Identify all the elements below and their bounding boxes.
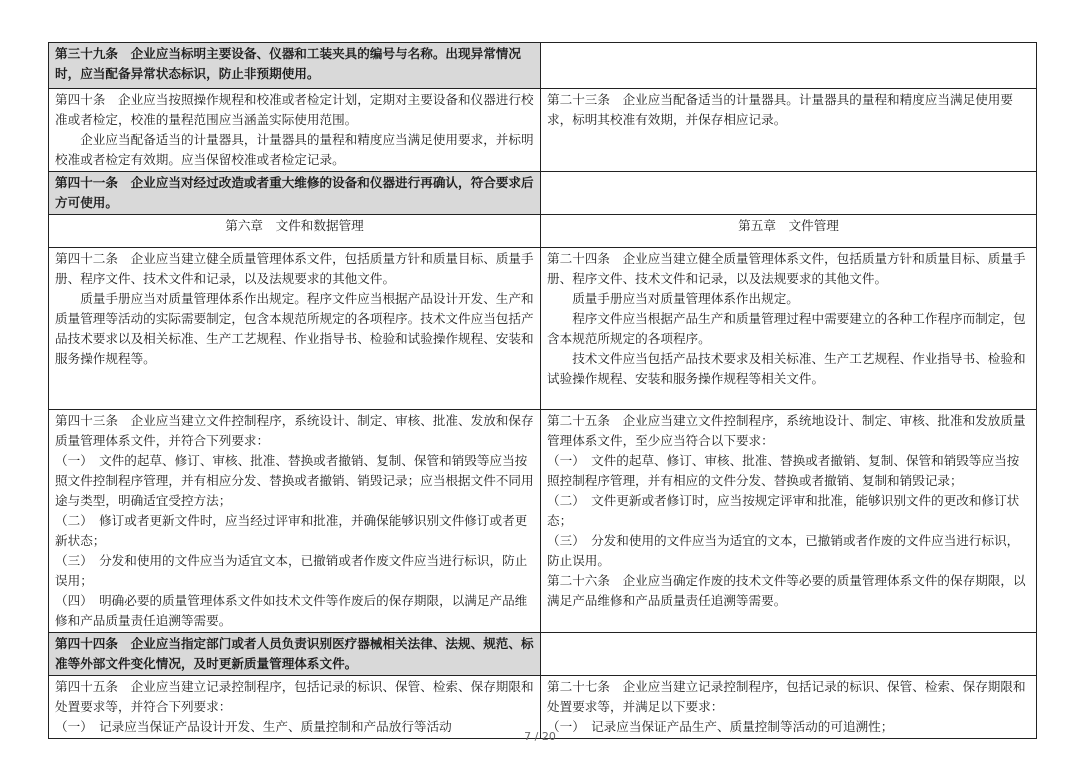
right-cell <box>541 248 1037 410</box>
clause-text: （一） 记录应当保证产品生产、质量控制等活动的可追溯性； <box>547 719 894 734</box>
clause-text: 第三十九条 企业应当标明主要设备、仪器和工装夹具的编号与名称。出现异常情况时，应当配备异常状态标识，防止非预期使用。 <box>55 46 521 81</box>
clause-text: 第四十二条 企业应当建立健全质量管理体系文件，包括质量方针和质量目标、质量手册、程序文件、技术文件和记录，以及法规要求的其他文件。 <box>55 251 534 286</box>
clause-text: （一） 文件的起草、修订、审核、批准、替换或者撤销、复制、保管和销毁等应当按照文件控制程序管理，并有相应分发、替换或者撤销、销毁记录；应当根据文件不同用途与类型，明确适宜受控方法； <box>55 453 534 508</box>
table-row <box>49 215 1037 248</box>
left-cell <box>49 248 541 410</box>
table-row <box>49 89 1037 172</box>
page-number: 7 / 20 <box>524 730 556 743</box>
clause-text: 企业应当配备适当的计量器具，计量器具的量程和精度应当满足使用要求，并标明校准或者检定有效期。应当保留校准或者检定记录。 <box>55 132 534 167</box>
clause-text: 质量手册应当对质量管理体系作出规定。程序文件应当根据产品设计开发、生产和质量管理等活动的实际需要制定，包含本规范所规定的各项程序。技术文件应当包括产品技术要求以及相关标准、生产工艺规程、作业指导书、检验和试验操作规程、安装和服务操作规程等。 <box>55 291 534 366</box>
chapter-title: 第六章 文件和数据管理 <box>49 215 541 248</box>
clause-text: 程序文件应当根据产品生产和质量管理过程中需要建立的各种工作程序而制定，包含本规范所规定的各项程序。 <box>547 311 1026 346</box>
right-cell <box>541 172 1037 215</box>
table-row <box>49 248 1037 410</box>
table-row <box>49 43 1037 89</box>
right-cell <box>541 89 1037 172</box>
clause-text: 第二十五条 企业应当建立文件控制程序，系统地设计、制定、审核、批准和发放质量管理体系文件，至少应当符合以下要求： <box>547 413 1026 448</box>
table-row <box>49 410 1037 633</box>
clause-text: 第四十三条 企业应当建立文件控制程序，系统设计、制定、审核、批准、发放和保存质量管理体系文件，并符合下列要求： <box>55 413 534 448</box>
left-cell <box>49 410 541 633</box>
table-row <box>49 172 1037 215</box>
clause-text: 第二十六条 企业应当确定作废的技术文件等必要的质量管理体系文件的保存期限，以满足产品维修和产品质量责任追溯等需要。 <box>547 573 1026 608</box>
clause-text: （一） 文件的起草、修订、审核、批准、替换或者撤销、复制、保管和销毁等应当按照控制程序管理，并有相应的文件分发、替换或者撤销、复制和销毁记录； <box>547 453 1020 488</box>
left-cell <box>49 172 541 215</box>
clause-text: 第二十七条 企业应当建立记录控制程序，包括记录的标识、保管、检索、保存期限和处置要求等，并满足以下要求： <box>547 679 1026 714</box>
left-cell <box>49 633 541 676</box>
right-cell <box>541 633 1037 676</box>
clause-text: 第四十条 企业应当按照操作规程和校准或者检定计划，定期对主要设备和仪器进行校准或者检定，校准的量程范围应当涵盖实际使用范围。 <box>55 92 534 127</box>
chapter-title: 第五章 文件管理 <box>541 215 1037 248</box>
table-row <box>49 633 1037 676</box>
clause-text: （一） 记录应当保证产品设计开发、生产、质量控制和产品放行等活动 <box>55 719 452 734</box>
clause-text: （三） 分发和使用的文件应当为适宜文本，已撤销或者作废文件应当进行标识，防止误用； <box>55 553 528 588</box>
clause-text: （四） 明确必要的质量管理体系文件如技术文件等作废后的保存期限，以满足产品维修和产品质量责任追溯等需要。 <box>55 593 528 628</box>
clause-text: 第四十四条 企业应当指定部门或者人员负责识别医疗器械相关法律、法规、规范、标准等外部文件变化情况，及时更新质量管理体系文件。 <box>55 636 534 671</box>
clause-text: 第四十五条 企业应当建立记录控制程序，包括记录的标识、保管、检索、保存期限和处置要求等，并符合下列要求： <box>55 679 534 714</box>
clause-text: 第二十三条 企业应当配备适当的计量器具。计量器具的量程和精度应当满足使用要求，标明其校准有效期，并保存相应记录。 <box>547 92 1013 127</box>
clause-text: （二） 修订或者更新文件时，应当经过评审和批准，并确保能够识别文件修订或者更新状态； <box>55 513 528 548</box>
regulation-comparison-table <box>48 42 1037 739</box>
left-cell <box>49 89 541 172</box>
right-cell <box>541 410 1037 633</box>
clause-text: 第四十一条 企业应当对经过改造或者重大维修的设备和仪器进行再确认，符合要求后方可使用。 <box>55 175 534 210</box>
clause-text: 质量手册应当对质量管理体系作出规定。 <box>572 291 799 306</box>
clause-text: （三） 分发和使用的文件应当为适宜的文本，已撤销或者作废的文件应当进行标识，防止误用。 <box>547 533 1020 568</box>
clause-text: （二） 文件更新或者修订时，应当按规定评审和批准，能够识别文件的更改和修订状态； <box>547 493 1020 528</box>
clause-text: 第二十四条 企业应当建立健全质量管理体系文件，包括质量方针和质量目标、质量手册、程序文件、技术文件和记录，以及法规要求的其他文件。 <box>547 251 1026 286</box>
left-cell <box>49 43 541 89</box>
right-cell <box>541 43 1037 89</box>
clause-text: 技术文件应当包括产品技术要求及相关标准、生产工艺规程、作业指导书、检验和试验操作规程、安装和服务操作规程等相关文件。 <box>547 351 1026 386</box>
